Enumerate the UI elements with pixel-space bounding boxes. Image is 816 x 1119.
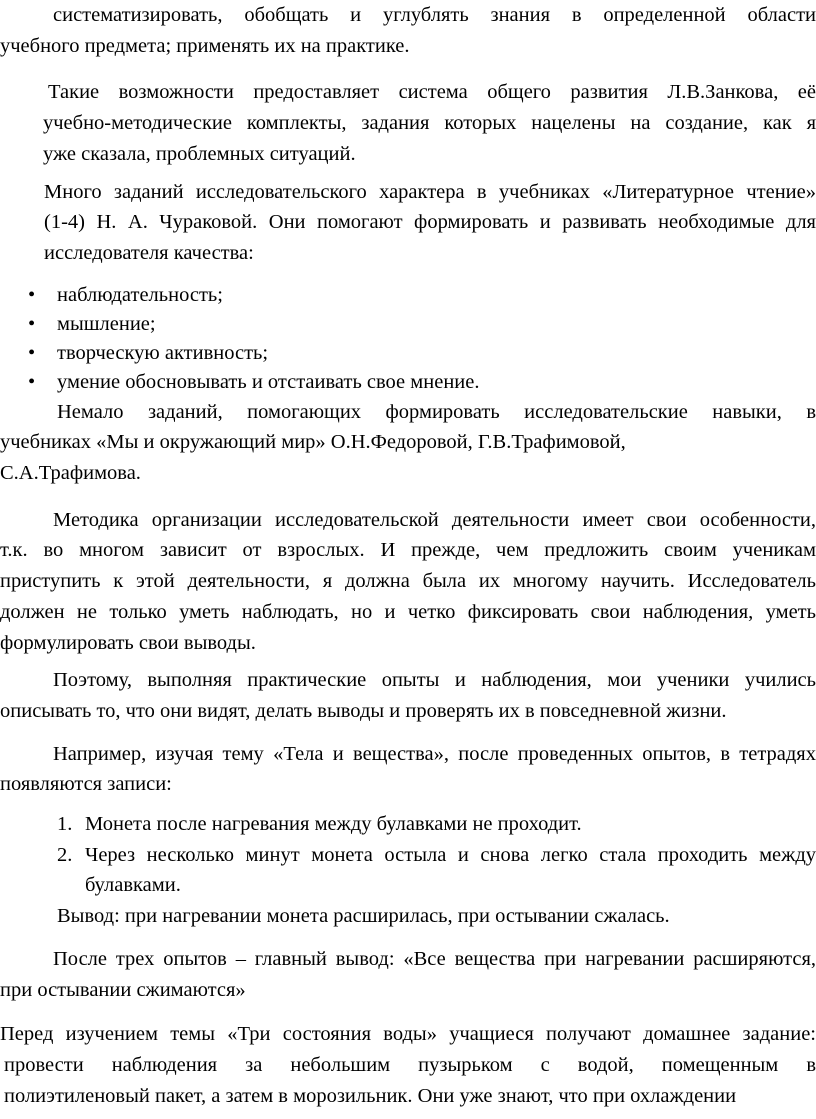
text-line: Поэтому, выполняя практические опыты и наблюдения, мои ученики учились bbox=[53, 669, 816, 692]
text-line: учебно-методические комплекты, задания которых нацелены на создание, как я bbox=[43, 112, 816, 135]
bullet-item bbox=[0, 339, 816, 368]
paragraph-5 bbox=[0, 505, 816, 659]
text-line: Перед изучением темы «Три состояния воды» учащиеся получают домашнее задание: bbox=[0, 1023, 816, 1046]
text-line: приступить к этой деятельности, я должна была их многому научить. Исследователь bbox=[0, 570, 816, 593]
bullet-marker-icon: • bbox=[28, 283, 36, 306]
text-line: учебного предмета; применять их на практике. bbox=[0, 34, 410, 57]
bullet-item-text: умение обосновывать и отстаивать свое мнение. bbox=[57, 370, 480, 393]
text-line: Например, изучая тему «Тела и вещества», после проведенных опытов, в тетрадях bbox=[53, 742, 816, 765]
paragraph-2 bbox=[0, 77, 816, 169]
text-line: появляются записи: bbox=[0, 773, 172, 796]
paragraph-8 bbox=[0, 944, 816, 1005]
conclusion-line: Вывод: при нагревании монета расширилась, при остывании сжалась. bbox=[57, 905, 670, 928]
bullet-item bbox=[0, 281, 816, 310]
bullet-marker-icon: • bbox=[28, 312, 36, 335]
paragraph-4 bbox=[0, 397, 816, 489]
bullet-marker-icon: • bbox=[28, 370, 36, 393]
text-line: при остывании сжимаются» bbox=[0, 978, 246, 1001]
text-line: С.А.Трафимова. bbox=[0, 462, 141, 485]
numbered-item-text: Монета после нагревания между булавками не проходит. bbox=[85, 813, 582, 836]
paragraph-3 bbox=[0, 177, 816, 269]
bullet-item-text: творческую активность; bbox=[57, 341, 269, 364]
numbered-item-continuation: булавками. bbox=[85, 874, 181, 897]
bullet-item-text: мышление; bbox=[57, 312, 156, 335]
text-line: провести наблюдения за небольшим пузырьком с водой, помещенным в bbox=[4, 1053, 816, 1076]
item-number: 2. bbox=[57, 843, 73, 866]
text-line: уже сказала, проблемных ситуаций. bbox=[43, 142, 356, 165]
text-line: Такие возможности предоставляет система общего развития Л.В.Занкова, её bbox=[48, 81, 816, 104]
numbered-item bbox=[0, 809, 816, 840]
bullet-item bbox=[0, 310, 816, 339]
paragraph-7 bbox=[0, 739, 816, 800]
numbered-item-text: Через несколько минут монета остыла и снова легко стала проходить между bbox=[85, 843, 816, 866]
numbered-list bbox=[0, 809, 816, 932]
text-line: описывать то, что они видят, делать выводы и проверять их в повседневной жизни. bbox=[0, 699, 727, 722]
bullet-item-text: наблюдательность; bbox=[57, 283, 223, 306]
text-line: После трех опытов – главный вывод: «Все вещества при нагревании расширяются, bbox=[53, 947, 816, 970]
paragraph-1 bbox=[0, 0, 816, 61]
text-line: формулировать свои выводы. bbox=[0, 631, 256, 654]
text-line: учебниках «Мы и окружающий мир» О.Н.Федоровой, Г.В.Трафимовой, bbox=[0, 431, 626, 454]
bullet-marker-icon: • bbox=[28, 341, 36, 364]
text-line: т.к. во многом зависит от взрослых. И прежде, чем предложить своим ученикам bbox=[0, 539, 816, 562]
text-line: (1-4) Н. А. Чураковой. Они помогают формировать и развивать необходимые для bbox=[44, 211, 816, 234]
text-line: Методика организации исследовательской деятельности имеет свои особенности, bbox=[53, 508, 816, 531]
bullet-item bbox=[0, 368, 816, 397]
bullet-list bbox=[0, 281, 816, 397]
text-line: систематизировать, обобщать и углублять знания в определенной области bbox=[53, 4, 816, 26]
numbered-item bbox=[0, 840, 816, 871]
text-line: полиэтиленовый пакет, а затем в морозильник. Они уже знают, что при охлаждении bbox=[4, 1084, 737, 1107]
text-line: исследователя качества: bbox=[44, 241, 254, 264]
paragraph-9 bbox=[0, 1019, 816, 1111]
paragraph-6 bbox=[0, 665, 816, 726]
item-number: 1. bbox=[57, 813, 73, 836]
text-line: Много заданий исследовательского характера в учебниках «Литературное чтение» bbox=[44, 180, 816, 203]
text-line: Немало заданий, помогающих формировать исследовательские навыки, в bbox=[57, 400, 816, 423]
text-line: должен не только уметь наблюдать, но и четко фиксировать свои наблюдения, уметь bbox=[0, 600, 816, 623]
